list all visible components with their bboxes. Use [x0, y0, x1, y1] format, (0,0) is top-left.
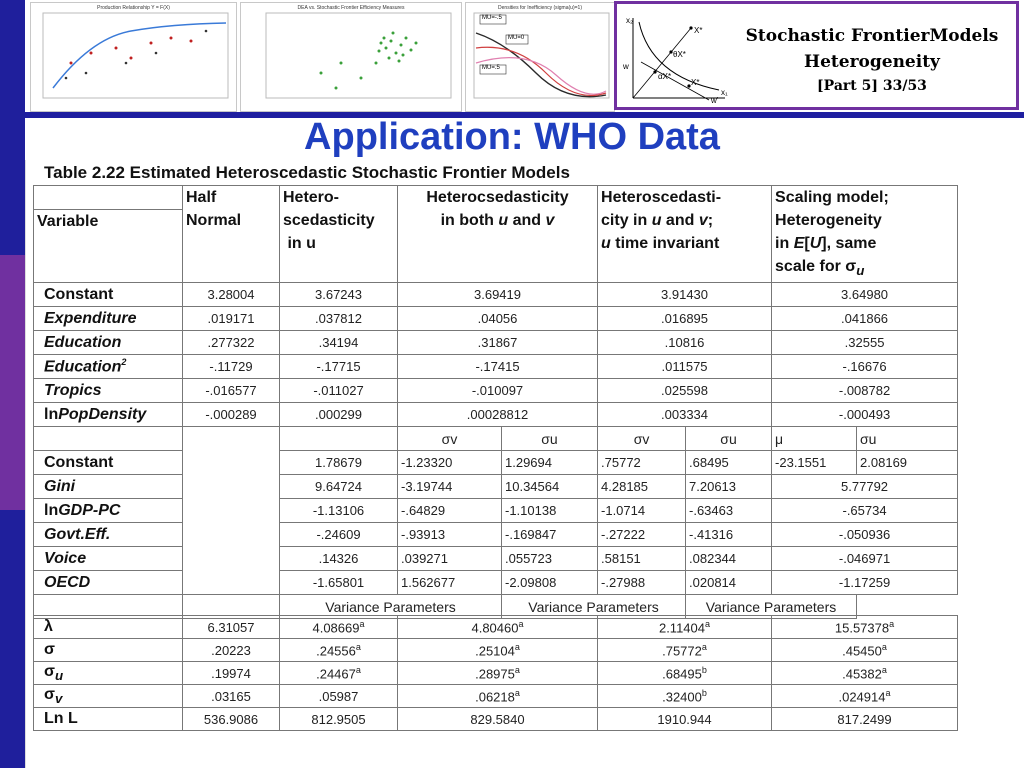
cell	[280, 616, 398, 639]
table-row	[34, 307, 958, 331]
cell	[398, 616, 598, 639]
table-row	[34, 685, 958, 708]
thumbnail-dea-scatter	[240, 2, 462, 112]
cell: .055723	[502, 547, 598, 571]
cell-value: 6.31057	[207, 619, 255, 635]
cell: .34194	[280, 331, 398, 355]
table-row	[34, 403, 958, 427]
cell-footnote-mark: a	[514, 641, 520, 652]
variable-header: Variable	[34, 210, 183, 283]
header-line-2: Heterogeneity	[804, 52, 940, 72]
cell-value: .45450	[842, 643, 882, 659]
col4-l2a: city in	[601, 212, 652, 229]
cell-value: 1910.944	[657, 711, 712, 727]
row-label-text: GDP-PC	[58, 501, 121, 519]
thumbnail-title: Production Relationship Y = F(X)	[97, 5, 170, 11]
cell: -1.17259	[772, 571, 958, 595]
row-label-sub: u	[54, 668, 64, 684]
table-row	[34, 639, 958, 662]
cell: -.27988	[598, 571, 686, 595]
cell-value: 536.9086	[203, 711, 259, 727]
cell-value: 817.2499	[837, 711, 892, 727]
cell: -.050936	[772, 523, 958, 547]
cell-value: 812.9505	[311, 711, 366, 727]
row-label: Education	[34, 331, 183, 355]
cell: -.011027	[280, 379, 398, 403]
subheader-sigma-u: σu	[857, 427, 958, 451]
point-label-xstar: X*	[694, 26, 703, 35]
cell-footnote-mark: a	[359, 618, 365, 629]
table-row	[34, 616, 958, 639]
header-row	[34, 186, 958, 210]
cell: -.93913	[398, 523, 502, 547]
cell-value: .24556	[316, 643, 356, 659]
row-label-text: Ln L	[44, 710, 78, 727]
cell	[398, 639, 598, 662]
density-label-3: MU=.5	[482, 65, 500, 71]
cell	[183, 639, 280, 662]
line-label-w: w	[623, 62, 629, 71]
cell	[183, 708, 280, 731]
cell: -.010097	[398, 379, 598, 403]
row-label-prefix: ln	[44, 501, 59, 519]
cell: -.11729	[183, 355, 280, 379]
accent-block-bottom	[0, 510, 25, 768]
cell-value: .24467	[316, 666, 356, 682]
cell-footnote-mark: b	[701, 664, 707, 675]
table-row	[34, 283, 958, 307]
row-label: OECD	[34, 571, 183, 595]
row-label	[34, 708, 183, 731]
thumbnail-production-plot	[30, 2, 237, 112]
subheader-mu: μ	[772, 427, 857, 451]
table-row	[34, 475, 958, 499]
row-label	[34, 403, 183, 427]
variance-label: Variance Parameters	[686, 595, 857, 619]
cell: 3.91430	[598, 283, 772, 307]
variance-parameters-body	[34, 616, 958, 731]
cell-value: 2.11404	[658, 620, 705, 636]
cell: .04056	[398, 307, 598, 331]
cell	[280, 685, 398, 708]
cell	[598, 639, 772, 662]
table-row	[34, 451, 958, 475]
cell: .039271	[398, 547, 502, 571]
col5-in: in	[775, 235, 794, 252]
row-label	[34, 639, 183, 662]
cell	[183, 616, 280, 639]
subheader-sigma-u: σu	[686, 427, 772, 451]
cell	[598, 685, 772, 708]
col4-u: u	[651, 212, 662, 229]
table-row	[34, 355, 958, 379]
cell: .00028812	[398, 403, 598, 427]
row-label	[34, 499, 183, 523]
cell-footnote-mark: a	[881, 664, 887, 675]
row-label: Constant	[34, 451, 183, 475]
cell: 3.69419	[398, 283, 598, 307]
cell-value: .32400	[662, 689, 702, 705]
half-normal-blank-block	[183, 427, 280, 595]
cell: -1.65801	[280, 571, 398, 595]
cell-footnote-mark: a	[514, 687, 520, 698]
cell: -23.1551	[772, 451, 857, 475]
cell: -.17715	[280, 355, 398, 379]
col-heteroscedasticity-u-v	[398, 186, 598, 283]
cell: -.169847	[502, 523, 598, 547]
cell	[772, 662, 958, 685]
thumbnail-title: DEA vs. Stochastic Frontier Efficiency Measures	[297, 5, 405, 11]
cell-value: 4.08669	[312, 620, 360, 636]
cell	[280, 708, 398, 731]
accent-block-middle	[0, 255, 25, 510]
col3-u: u	[498, 212, 509, 229]
cell: -1.23320	[398, 451, 502, 475]
axis-label-x1: x₁	[721, 88, 728, 97]
cell: -.008782	[772, 379, 958, 403]
cell: .000299	[280, 403, 398, 427]
row-label-text: σ	[44, 662, 55, 680]
table-row	[34, 379, 958, 403]
col2-l3: in u	[283, 235, 316, 252]
cell	[598, 708, 772, 731]
cell: .277322	[183, 331, 280, 355]
cell: 1.78679	[280, 451, 398, 475]
cell: 3.67243	[280, 283, 398, 307]
thumbnail-densities	[465, 2, 615, 112]
col5-E: E	[793, 235, 805, 252]
cell	[398, 662, 598, 685]
cell: .75772	[598, 451, 686, 475]
col3-v: v	[545, 212, 555, 229]
col-half-normal-l1: Half	[186, 189, 217, 206]
cell	[598, 616, 772, 639]
cell: -2.09808	[502, 571, 598, 595]
col5-same: ], same	[821, 235, 877, 252]
row-label-prefix: ln	[44, 405, 59, 423]
cell-value: 15.57378	[834, 620, 890, 636]
axis-label-x2: x₂	[626, 16, 634, 25]
row-label: Expenditure	[34, 307, 183, 331]
slide-header-box	[614, 1, 1019, 110]
col-heteroscedasticity-u	[280, 186, 398, 283]
cell: 4.28185	[598, 475, 686, 499]
row-label: Tropics	[34, 379, 183, 403]
cell: .32555	[772, 331, 958, 355]
col2-l1: Hetero-	[283, 189, 340, 206]
cell-value: .75772	[662, 643, 702, 659]
col3-and: and	[508, 212, 546, 229]
row-label-sup: 2	[121, 357, 127, 368]
cell-value: .28975	[475, 666, 515, 682]
row-label	[34, 662, 183, 685]
cell	[280, 662, 398, 685]
cell-value: .03165	[211, 688, 251, 704]
variance-parameters-table	[33, 615, 958, 731]
cell-value: .68495	[662, 666, 702, 682]
table-row	[34, 662, 958, 685]
cell-footnote-mark: a	[701, 641, 707, 652]
sigma-subheader-row	[34, 427, 958, 451]
cell	[398, 685, 598, 708]
cell: .016895	[598, 307, 772, 331]
cell: -.016577	[183, 379, 280, 403]
cell-footnote-mark: a	[518, 618, 524, 629]
cell: -.16676	[772, 355, 958, 379]
col4-l3: time invariant	[610, 235, 720, 252]
cell-footnote-mark: a	[885, 687, 891, 698]
table-caption: Table 2.22 Estimated Heteroscedastic Stochastic Frontier Models	[44, 163, 570, 182]
col5-l2: Heterogeneity	[775, 212, 882, 229]
subheader-sigma-v: σv	[398, 427, 502, 451]
cell: .041866	[772, 307, 958, 331]
cell: .025598	[598, 379, 772, 403]
cell: -1.10138	[502, 499, 598, 523]
row-label-text: PopDensity	[58, 405, 147, 423]
cell: -.64829	[398, 499, 502, 523]
row-label	[34, 355, 183, 379]
cell	[598, 662, 772, 685]
blank-cell	[34, 427, 183, 451]
row-label: Voice	[34, 547, 183, 571]
cell: 7.20613	[686, 475, 772, 499]
cell-value: 4.80460	[471, 620, 519, 636]
estimates-table	[33, 185, 958, 619]
cell: 2.08169	[857, 451, 958, 475]
point-label-alpha: αX*	[658, 72, 672, 81]
cell: .082344	[686, 547, 772, 571]
cell: 5.77792	[772, 475, 958, 499]
cell: -.65734	[772, 499, 958, 523]
cell: 10.34564	[502, 475, 598, 499]
cell: -3.19744	[398, 475, 502, 499]
cell	[398, 708, 598, 731]
row-label	[34, 685, 183, 708]
table-row	[34, 547, 958, 571]
col3-l2a: in both	[440, 212, 499, 229]
cell-value: .024914	[838, 689, 886, 705]
row-label-text: σ	[44, 641, 55, 658]
cell-footnote-mark: a	[355, 664, 361, 675]
subheader-sigma-u: σu	[502, 427, 598, 451]
cell	[772, 708, 958, 731]
col-scaling-model	[772, 186, 958, 283]
header-line-3: [Part 5] 33/53	[817, 78, 927, 94]
row-label-text: λ	[44, 618, 53, 635]
cell: .011575	[598, 355, 772, 379]
thumbnail-title: Densities for Inefficiency (sigma(u)=1)	[498, 5, 582, 11]
col4-and: and	[661, 212, 699, 229]
cell: .019171	[183, 307, 280, 331]
cell-value: 829.5840	[470, 711, 525, 727]
cell-footnote-mark: a	[881, 641, 887, 652]
row-label: Gini	[34, 475, 183, 499]
col-half-normal-l2: Normal	[186, 212, 242, 229]
col5-bracket: [	[804, 235, 810, 252]
cell: .020814	[686, 571, 772, 595]
cell: .58151	[598, 547, 686, 571]
cell: .003334	[598, 403, 772, 427]
col4-l1: Heteroscedasti-	[601, 189, 722, 206]
cell-footnote-mark: a	[705, 618, 711, 629]
density-label-2: MU=0	[508, 35, 525, 41]
line-label-w-prime: w'	[711, 96, 719, 105]
table-row	[34, 331, 958, 355]
cell: -1.0714	[598, 499, 686, 523]
row-label: Govt.Eff.	[34, 523, 183, 547]
cell	[772, 639, 958, 662]
cell-value: .25104	[475, 643, 515, 659]
cell: -.24609	[280, 523, 398, 547]
blank-cell	[280, 427, 398, 451]
cell-footnote-mark: a	[889, 618, 895, 629]
cell	[183, 662, 280, 685]
cell: -.000493	[772, 403, 958, 427]
cell-value: .20223	[211, 642, 251, 658]
table-row	[34, 571, 958, 595]
cell: .14326	[280, 547, 398, 571]
col-half-normal	[183, 186, 280, 283]
content-edge-rule	[25, 160, 26, 768]
cell: .10816	[598, 331, 772, 355]
cell: -.046971	[772, 547, 958, 571]
cell-footnote-mark: b	[701, 687, 707, 698]
table-row	[34, 499, 958, 523]
col5-sub-u: u	[856, 263, 865, 279]
col5-U: U	[809, 235, 822, 252]
point-label-xstar-2: X*	[691, 78, 700, 87]
cell-value: .19974	[211, 665, 251, 681]
cell: -.000289	[183, 403, 280, 427]
density-label-1: MU=-.5	[482, 15, 502, 21]
cell-value: .05987	[318, 688, 359, 704]
row-label-sub: v	[54, 691, 63, 707]
slide-title: Application: WHO Data	[304, 116, 720, 158]
row-label	[34, 616, 183, 639]
cell-footnote-mark: a	[355, 641, 361, 652]
cell: -.27222	[598, 523, 686, 547]
cell: -.63463	[686, 499, 772, 523]
cell-footnote-mark: a	[514, 664, 520, 675]
cell	[772, 685, 958, 708]
cell	[183, 685, 280, 708]
cell: .68495	[686, 451, 772, 475]
cell: .037812	[280, 307, 398, 331]
table-row	[34, 708, 958, 731]
row-label-text: σ	[44, 685, 55, 703]
dea-scatter-graphic	[241, 3, 461, 111]
col4-v: v	[698, 212, 708, 229]
cell-value: .06218	[475, 689, 515, 705]
cell: 1.29694	[502, 451, 598, 475]
cell: 9.64724	[280, 475, 398, 499]
cell: -.17415	[398, 355, 598, 379]
table-row	[34, 523, 958, 547]
cell: 1.562677	[398, 571, 502, 595]
cell: .31867	[398, 331, 598, 355]
point-label-theta: θX*	[673, 50, 686, 59]
cell: 3.64980	[772, 283, 958, 307]
col4-u-2: u	[601, 235, 611, 252]
col4-semicolon: ;	[707, 212, 714, 229]
col3-l1: Heterocsedasticity	[426, 189, 569, 206]
variance-label: Variance Parameters	[502, 595, 686, 619]
header-line-1: Stochastic FrontierModels	[745, 26, 999, 46]
cell	[280, 639, 398, 662]
variance-label: Variance Parameters	[280, 595, 502, 619]
col5-l1: Scaling model;	[775, 189, 889, 206]
row-label: Constant	[34, 283, 183, 307]
col2-l2: scedasticity	[283, 212, 375, 229]
production-plot-graphic	[31, 3, 236, 111]
cell: 3.28004	[183, 283, 280, 307]
col-time-invariant	[598, 186, 772, 283]
cell: -.41316	[686, 523, 772, 547]
col5-sigma: σ	[845, 258, 857, 275]
col5-scale-for: scale for	[775, 258, 846, 275]
cell: -1.13106	[280, 499, 398, 523]
cell-value: .45382	[842, 666, 882, 682]
cell	[772, 616, 958, 639]
header-blank-cell	[34, 186, 183, 210]
subheader-sigma-v: σv	[598, 427, 686, 451]
row-label-text: Education	[44, 358, 122, 376]
